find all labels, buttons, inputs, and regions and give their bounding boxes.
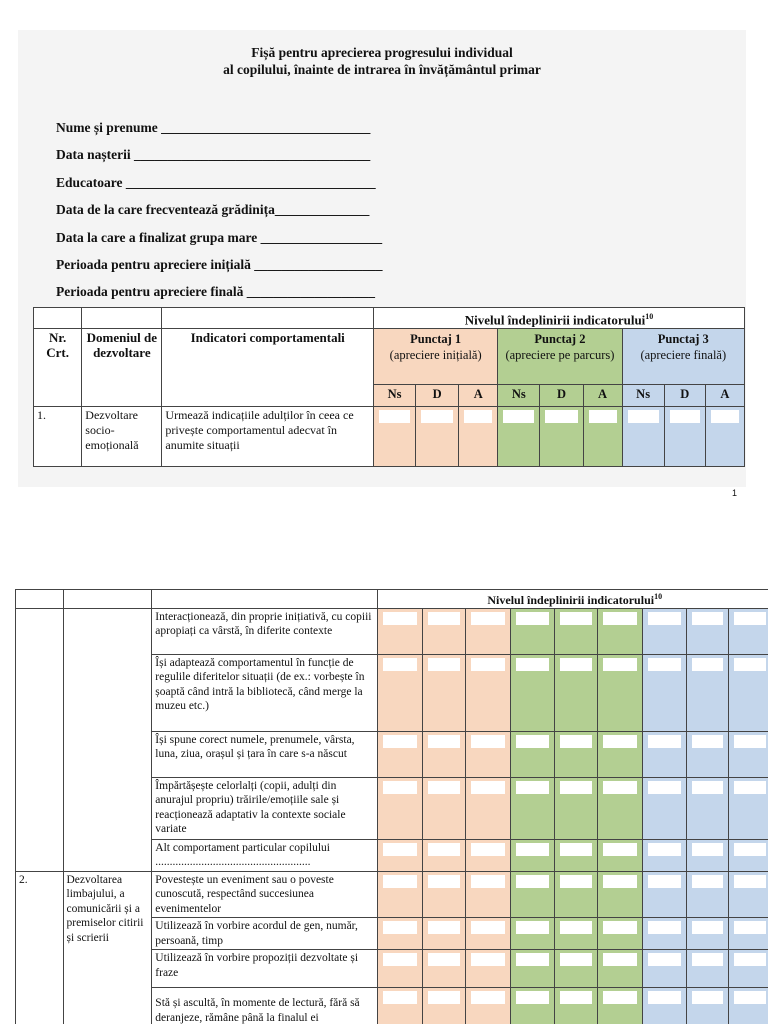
col-d: D	[664, 385, 705, 407]
score-cell[interactable]	[510, 654, 554, 731]
col-a: A	[459, 385, 498, 407]
score-cell[interactable]	[598, 777, 642, 839]
score-cell[interactable]	[510, 871, 554, 918]
document-title	[18, 44, 746, 78]
score-cell[interactable]	[583, 407, 622, 467]
score-cell[interactable]	[422, 608, 465, 654]
field-group-end: Data la care a finalizat grupa mare __________________	[56, 229, 383, 245]
score-cell[interactable]	[422, 918, 465, 950]
score-cell[interactable]	[510, 777, 554, 839]
score-cell[interactable]	[705, 407, 744, 467]
domain-header: Domeniul de dezvoltare	[82, 329, 162, 407]
col-ns: Ns	[374, 385, 416, 407]
col-ns: Ns	[498, 385, 540, 407]
score-cell[interactable]	[598, 654, 642, 731]
punctaj-3-subtitle: (apreciere finală)	[640, 348, 727, 363]
score-cell[interactable]	[422, 871, 465, 918]
score-cell[interactable]	[510, 918, 554, 950]
score-cell[interactable]	[554, 731, 597, 777]
field-birth-date: Data nașterii ___________________________________	[56, 147, 371, 163]
level-title: Nivelul îndeplinirii indicatorului	[464, 312, 646, 328]
score-cell[interactable]	[554, 950, 597, 988]
score-cell[interactable]	[466, 654, 510, 731]
score-cell[interactable]	[459, 407, 498, 467]
row-nr-empty	[16, 608, 64, 871]
score-cell[interactable]	[510, 839, 554, 871]
score-cell[interactable]	[554, 608, 597, 654]
score-cell[interactable]	[687, 988, 729, 1024]
score-cell[interactable]	[687, 777, 729, 839]
score-cell[interactable]	[422, 654, 465, 731]
header-blank-cell	[34, 308, 82, 329]
score-cell[interactable]	[687, 950, 729, 988]
score-cell[interactable]	[416, 407, 459, 467]
score-cell[interactable]	[598, 950, 642, 988]
header-blank-cell	[162, 308, 374, 329]
score-cell[interactable]	[687, 731, 729, 777]
score-cell[interactable]	[622, 407, 664, 467]
row-indicator: Urmează indicațiile adulților în ceea ce privește comportamentul adecvat în anumite situații	[162, 407, 374, 467]
row-nr: 1.	[34, 407, 82, 467]
score-cell[interactable]	[642, 950, 686, 988]
header-blank-cell	[152, 590, 378, 609]
score-cell[interactable]	[466, 608, 510, 654]
score-cell[interactable]	[642, 839, 686, 871]
identification-fields	[56, 118, 382, 310]
header-blank-cell	[63, 590, 152, 609]
field-initial-period: Perioada pentru apreciere inițială ___________________	[56, 256, 383, 272]
score-cell[interactable]	[729, 731, 768, 777]
page-gap	[0, 487, 768, 587]
indicator-grammar-agreement: Utilizează în vorbire acordul de gen, număr, persoană, timp	[152, 918, 378, 950]
score-cell[interactable]	[598, 871, 642, 918]
score-cell[interactable]	[642, 918, 686, 950]
score-cell[interactable]	[598, 731, 642, 777]
score-cell[interactable]	[554, 777, 597, 839]
score-cell[interactable]	[642, 608, 686, 654]
score-cell[interactable]	[466, 871, 510, 918]
header-blank-cell	[82, 308, 162, 329]
score-cell[interactable]	[729, 654, 768, 731]
score-cell[interactable]	[498, 407, 540, 467]
indicator-interaction: Interacționează, din proprie inițiativă, cu copiii apropiați ca vârstă, în diferite contexte	[152, 608, 378, 654]
indicator-complex-sentences: Utilizează în vorbire propoziții dezvoltate și fraze	[152, 950, 378, 988]
score-cell[interactable]	[422, 839, 465, 871]
score-cell[interactable]	[642, 654, 686, 731]
col-d: D	[540, 385, 583, 407]
indicator-other-behavior: Alt comportament particular copilului ......................................................	[152, 839, 378, 871]
field-final-period: Perioada pentru apreciere finală ___________________	[56, 284, 375, 300]
score-cell[interactable]	[422, 777, 465, 839]
score-cell[interactable]	[466, 988, 510, 1024]
score-cell[interactable]	[598, 608, 642, 654]
score-cell[interactable]	[510, 608, 554, 654]
punctaj-1-header	[374, 329, 498, 385]
indicators-header: Indicatori comportamentali	[162, 329, 374, 407]
score-cell[interactable]	[642, 777, 686, 839]
score-cell[interactable]	[466, 839, 510, 871]
score-cell[interactable]	[466, 731, 510, 777]
score-cell[interactable]	[554, 871, 597, 918]
score-cell[interactable]	[510, 950, 554, 988]
section-2-domain: Dezvoltarea limbajului, a comunicării și a premiselor citirii și scrierii	[63, 871, 152, 1024]
field-name: Nume și prenume _______________________________	[56, 120, 371, 135]
score-cell[interactable]	[510, 988, 554, 1024]
title-line-2: al copilului, înainte de intrarea în învățământul primar	[223, 62, 541, 77]
score-cell[interactable]	[422, 731, 465, 777]
score-cell[interactable]	[378, 777, 422, 839]
footnote-ref: 10	[645, 312, 654, 321]
score-cell[interactable]	[422, 950, 465, 988]
score-cell[interactable]	[378, 950, 422, 988]
indicator-identity: Își spune corect numele, prenumele, vârsta, luna, ziua, orașul și țara în care s-a născut	[152, 731, 378, 777]
score-cell[interactable]	[374, 407, 416, 467]
punctaj-3-header	[622, 329, 744, 385]
page-1	[0, 0, 768, 487]
col-a: A	[705, 385, 744, 407]
score-cell[interactable]	[378, 918, 422, 950]
score-cell[interactable]	[598, 988, 642, 1024]
punctaj-2-title: Punctaj 2	[534, 332, 586, 347]
score-cell[interactable]	[729, 988, 768, 1024]
col-d: D	[416, 385, 459, 407]
footnote-ref: 10	[654, 592, 663, 601]
indicator-shares-emotions: Împărtășește celorlalți (copii, adulți din anurajul propriu) trăirile/emoțiile sale și reacționează adaptativ la contexte sociale variate	[152, 777, 378, 839]
score-cell[interactable]	[510, 731, 554, 777]
field-teacher: Educatoare _____________________________________	[56, 174, 376, 190]
indicator-adapts-behavior: Își adaptează comportamentul în funcție de regulile diferitelor situații (de ex.: vorbește în șoaptă când intră la bibliotecă, când merge la muzeu etc.)	[152, 654, 378, 731]
punctaj-2-header	[498, 329, 622, 385]
score-cell[interactable]	[378, 654, 422, 731]
score-cell[interactable]	[378, 608, 422, 654]
score-cell[interactable]	[378, 871, 422, 918]
score-cell[interactable]	[687, 918, 729, 950]
indicator-listening: Stă și ascultă, în momente de lectură, fără să deranjeze, rămâne până la finalul ei	[152, 988, 378, 1024]
col-a: A	[583, 385, 622, 407]
row-domain-empty	[63, 608, 152, 871]
col-ns: Ns	[622, 385, 664, 407]
score-cell[interactable]	[540, 407, 583, 467]
score-cell[interactable]	[729, 839, 768, 871]
score-cell[interactable]	[466, 918, 510, 950]
assessment-table-continued	[15, 589, 768, 1024]
assessment-table-header	[33, 307, 745, 467]
punctaj-1-title: Punctaj 1	[410, 332, 462, 347]
row-domain: Dezvoltare socio-emoțională	[82, 407, 162, 467]
page-number: 1	[732, 488, 738, 498]
punctaj-1-subtitle: (apreciere inițială)	[389, 348, 482, 363]
score-cell[interactable]	[466, 950, 510, 988]
title-line-1: Fișă pentru aprecierea progresului individual	[251, 45, 513, 60]
score-cell[interactable]	[687, 654, 729, 731]
score-cell[interactable]	[729, 871, 768, 918]
score-cell[interactable]	[378, 839, 422, 871]
score-cell[interactable]	[729, 950, 768, 988]
punctaj-2-subtitle: (apreciere pe parcurs)	[505, 348, 615, 363]
score-cell[interactable]	[687, 608, 729, 654]
score-cell[interactable]	[664, 407, 705, 467]
nr-header: Nr. Crt.	[34, 329, 82, 407]
punctaj-3-title: Punctaj 3	[657, 332, 709, 347]
score-cell[interactable]	[642, 988, 686, 1024]
score-cell[interactable]	[554, 988, 597, 1024]
score-cell[interactable]	[687, 871, 729, 918]
score-cell[interactable]	[642, 871, 686, 918]
score-cell[interactable]	[554, 654, 597, 731]
score-cell[interactable]	[378, 731, 422, 777]
score-cell[interactable]	[378, 988, 422, 1024]
level-title-cell	[374, 308, 745, 329]
score-cell[interactable]	[729, 608, 768, 654]
section-2-nr: 2.	[16, 871, 64, 1024]
field-kindergarten-start: Data de la care frecventează grădinița______________	[56, 202, 370, 218]
score-cell[interactable]	[598, 839, 642, 871]
score-cell[interactable]	[422, 988, 465, 1024]
score-cell[interactable]	[729, 777, 768, 839]
level-title: Nivelul îndeplinirii indicatorului	[487, 593, 655, 607]
level-title-cell	[378, 590, 768, 609]
indicator-storytelling: Povestește un eveniment sau o poveste cunoscută, respectând succesiunea evenimentelor	[152, 871, 378, 918]
score-cell[interactable]	[642, 731, 686, 777]
score-cell[interactable]	[466, 777, 510, 839]
score-cell[interactable]	[687, 839, 729, 871]
score-cell[interactable]	[554, 839, 597, 871]
score-cell[interactable]	[729, 918, 768, 950]
score-cell[interactable]	[598, 918, 642, 950]
score-cell[interactable]	[554, 918, 597, 950]
page-2	[0, 589, 768, 1024]
header-blank-cell	[16, 590, 64, 609]
